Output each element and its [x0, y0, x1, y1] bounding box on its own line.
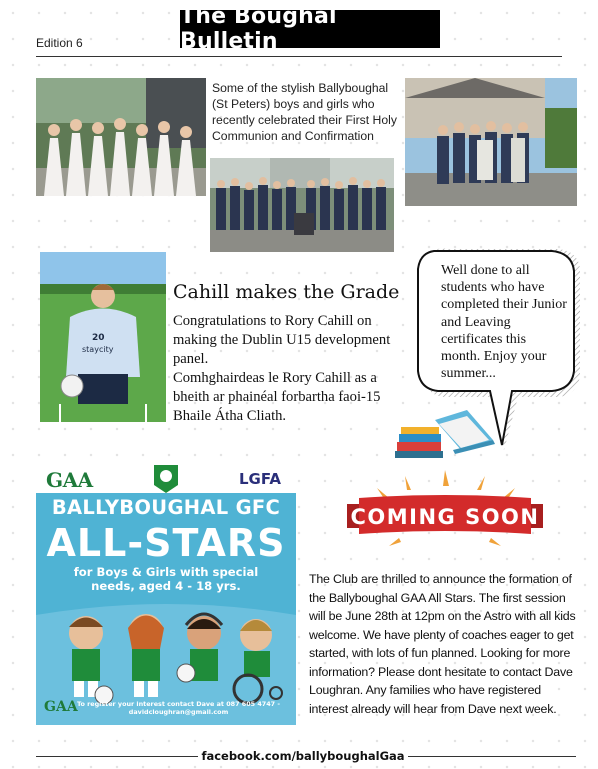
- cahill-article: [173, 312, 393, 426]
- footer-divider-left: [36, 756, 198, 757]
- cahill-text-irish: Comhghairdeas le Rory Cahill as a bheith ar phainéal forbartha faoi-15 Bhaile Átha Cliath.: [173, 370, 381, 424]
- facebook-link[interactable]: facebook.com/ballyboughalGaa: [201, 749, 405, 763]
- communion-girls-photo: [36, 78, 206, 196]
- coming-soon-label: COMING SOON: [350, 505, 540, 529]
- coming-soon-banner: [345, 468, 545, 560]
- poster-club-name: BALLYBOUGHAL GFC: [51, 496, 281, 519]
- poster-headline: ALL-STARS: [46, 521, 286, 565]
- newsletter-title: The Boughal Bulletin: [180, 10, 440, 48]
- footer-divider-right: [408, 756, 576, 757]
- cahill-text-english: Congratulations to Rory Cahill on making the Dublin U15 development panel.: [173, 313, 391, 367]
- all-stars-poster: [36, 463, 296, 725]
- all-stars-announcement: The Club are thrilled to announce the formation of the Ballyboughal GAA All Stars. The first session will be June 28th at 12pm on the Astro with all kids welcome. We have plenty of coaches eager to get started, with lots of fun planned. Looking for more information? Please dont hesitate to contact Dave Loughran. Any families who have registered interest already will hear from Dave next week.: [309, 572, 576, 716]
- confirmation-group-photo: [405, 78, 577, 206]
- communion-boys-photo: [210, 158, 394, 252]
- shirt-sponsor: staycity: [82, 345, 114, 354]
- gaa-logo-bottom: GAA: [44, 699, 78, 715]
- speech-bubble-text: Well done to all students who have completed their Junior and Leaving certificates this month. Enjoy your summer...: [441, 263, 567, 382]
- communion-caption: Some of the stylish Ballyboughal (St Peters) boys and girls who recently celebrated their First Holy Communion and Confirmation: [212, 81, 397, 143]
- shirt-number: 20: [92, 333, 105, 343]
- rory-cahill-photo: [40, 252, 166, 422]
- header-divider: [36, 56, 562, 57]
- gaa-logo: GAA: [46, 468, 93, 492]
- edition-label: Edition 6: [36, 36, 83, 50]
- cahill-headline: Cahill makes the Grade: [173, 281, 400, 303]
- poster-contact: To register your interest contact Dave at 087 605 4747 - davidcloughran@gmail.com: [76, 700, 281, 716]
- lgfa-logo: LGFA: [239, 470, 282, 488]
- poster-subtitle: for Boys & Girls with special needs, aged 4 - 18 yrs.: [73, 565, 259, 593]
- books-icon: [393, 410, 499, 462]
